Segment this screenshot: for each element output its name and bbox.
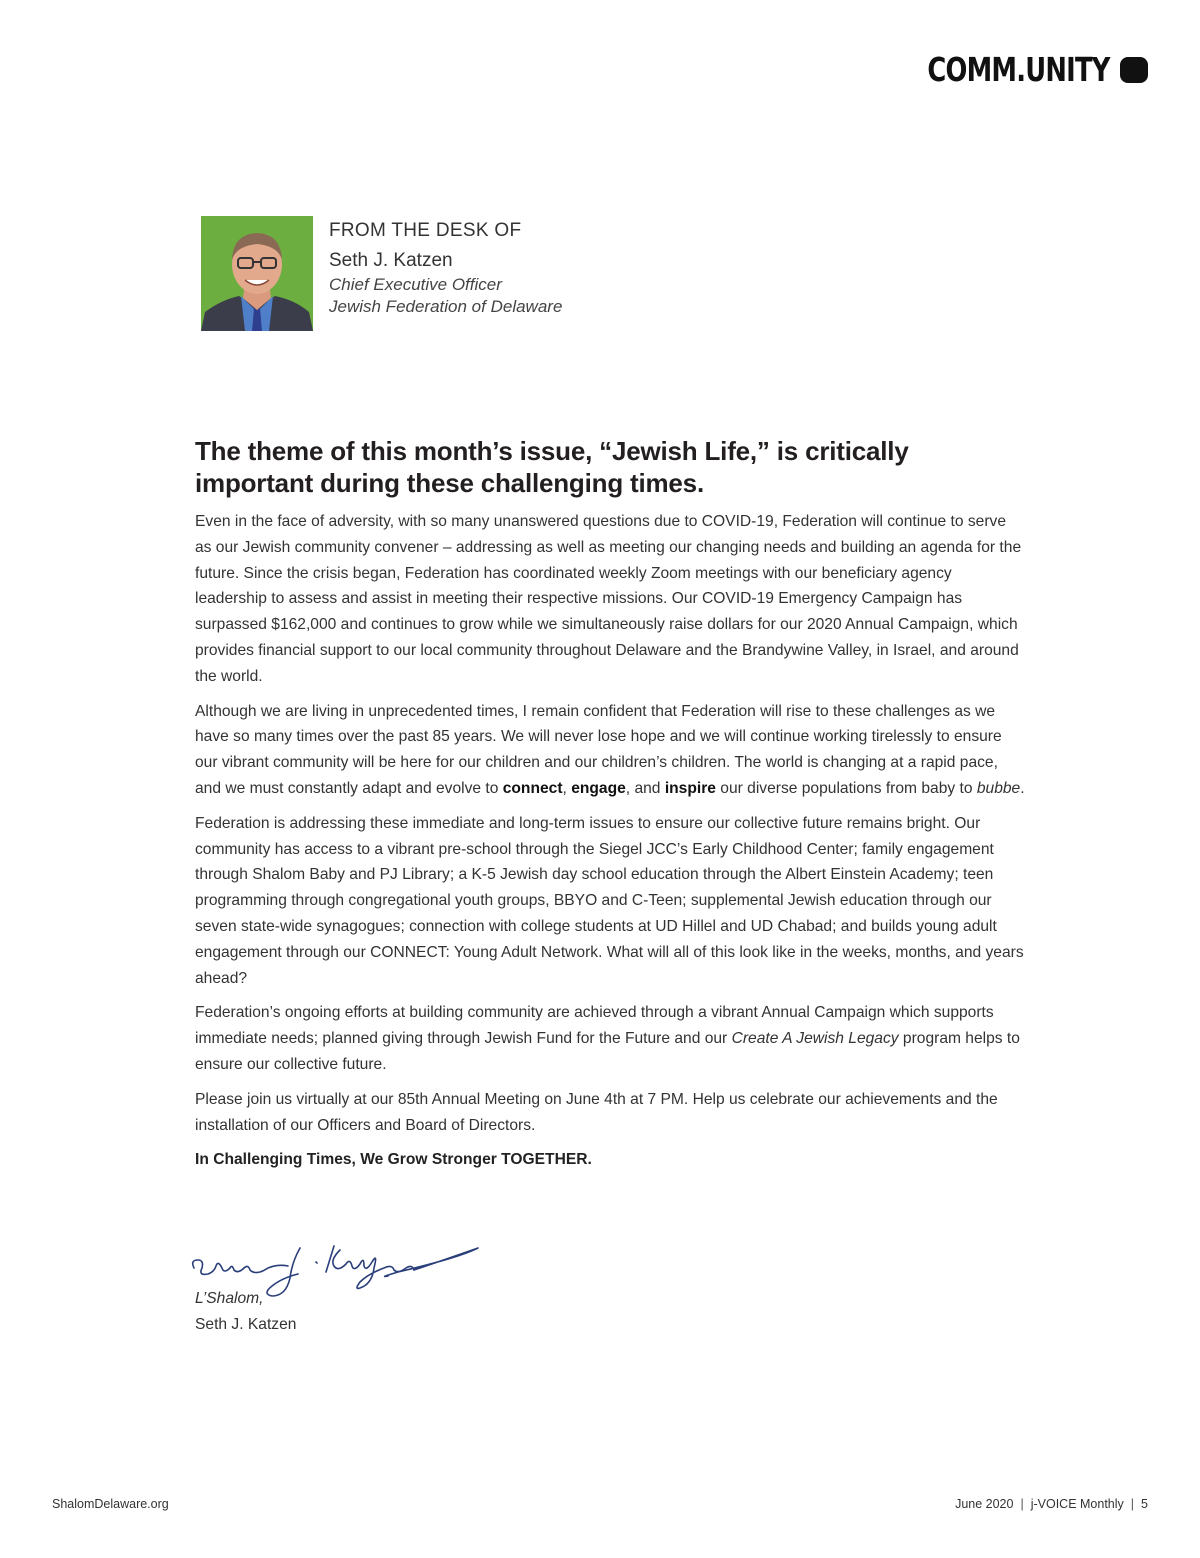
signoff-salutation: L’Shalom, [195, 1290, 264, 1307]
paragraph-4-text-1: Federation’s ongoing efforts at building community are achieved through a vibrant Annual Campaign which supports immediate needs; planned giving through Jewish Fund for the Future and our [195, 1004, 994, 1048]
article-paragraph-2 [195, 699, 1025, 802]
article-paragraph-3: Federation is addressing these immediate and long-term issues to ensure our collective future remains bright. Our community has access to a vibrant pre-school through the Siegel JCC’s Early Childhood Center; family engagement through Shalom Baby and PJ Library; a K-5 Jewish day school education through the Albert Einstein Academy; teen programming through congregational youth groups, BBYO and C-Teen; supplemental Jewish education through our seven state-wide synagogues; connection with college students at UD Hillel and UD Chabad; and builds young adult engagement through our CONNECT: Young Adult Network. What will all of this look like in the weeks, months, and years ahead? [195, 814, 1024, 987]
paragraph-4-text-2: program helps to ensure our collective future. [195, 1030, 1020, 1073]
brand-logo-text: COMM.UNITY [927, 50, 1110, 89]
bold-connect: connect [502, 779, 563, 797]
author-portrait [201, 216, 313, 331]
article-paragraph-5: Please join us virtually at our 85th Annual Meeting on June 4th at 7 PM. Help us celebrate our achievements and the installation of our Officers and Board of Directors. [195, 1090, 998, 1134]
italic-create-a-jewish-legacy: Create A Jewish Legacy [731, 1030, 899, 1048]
article-paragraph-4 [195, 1000, 1025, 1077]
signoff [195, 1286, 296, 1338]
article [195, 435, 1025, 1173]
brand-logo-mark [1120, 57, 1148, 83]
article-paragraph-1: Even in the face of adversity, with so many unanswered questions due to COVID-19, Federation will continue to serve as our Jewish community convener – addressing as well as meeting our changing needs and building an agenda for the future. Since the crisis began, Federation has coordinated weekly Zoom meetings with our beneficiary agency leadership to assess and assist in meeting their respective missions. Our COVID-19 Emergency Campaign has surpassed $162,000 and continues to grow while we simultaneously raise dollars for our 2020 Annual Campaign, which provides financial support to our local community throughout Delaware and the Brandywine Valley, in Israel, and around the world. [195, 513, 1022, 685]
footer-publication: j-VOICE Monthly [1030, 1497, 1124, 1511]
bold-engage: engage [571, 779, 626, 797]
article-headline: The theme of this month’s issue, “Jewish Life,” is critically important during these challenging times. [195, 436, 909, 498]
author-name: Seth J. Katzen [329, 250, 453, 271]
italic-bubbe: bubbe [976, 779, 1021, 797]
brand-logo [876, 52, 1148, 88]
bold-inspire: inspire [664, 779, 716, 797]
signoff-name: Seth J. Katzen [195, 1316, 297, 1333]
paragraph-2-end: . [1020, 779, 1025, 797]
footer-page-separator: | [1130, 1497, 1135, 1511]
from-desk-label: FROM THE DESK OF [329, 220, 522, 241]
paragraph-2-text-2: our diverse populations from baby to [715, 779, 977, 797]
author-info [329, 216, 562, 331]
paragraph-2-sep-1: , [562, 779, 572, 797]
author-organization: Jewish Federation of Delaware [329, 297, 563, 316]
footer-page-number: 5 [1141, 1497, 1148, 1511]
article-closing-line: In Challenging Times, We Grow Stronger TOGETHER. [195, 1151, 592, 1169]
author-role: Chief Executive Officer [329, 275, 502, 294]
footer-separator: | [1020, 1497, 1024, 1511]
footer-website[interactable]: ShalomDelaware.org [52, 1497, 169, 1511]
footer-date: June 2020 [955, 1497, 1014, 1511]
author-block [201, 216, 562, 331]
footer-publication-info [955, 1497, 1148, 1511]
paragraph-2-text-1: Although we are living in unprecedented times, I remain confident that Federation will rise to these challenges as we have so many times over the past 85 years. We will never lose hope and we will continue working tirelessly to ensure our vibrant community will be here for our children and our children’s children. The world is changing at a rapid pace, and we must constantly adapt and evolve to [195, 702, 1002, 797]
paragraph-2-sep-2: , and [625, 779, 665, 797]
